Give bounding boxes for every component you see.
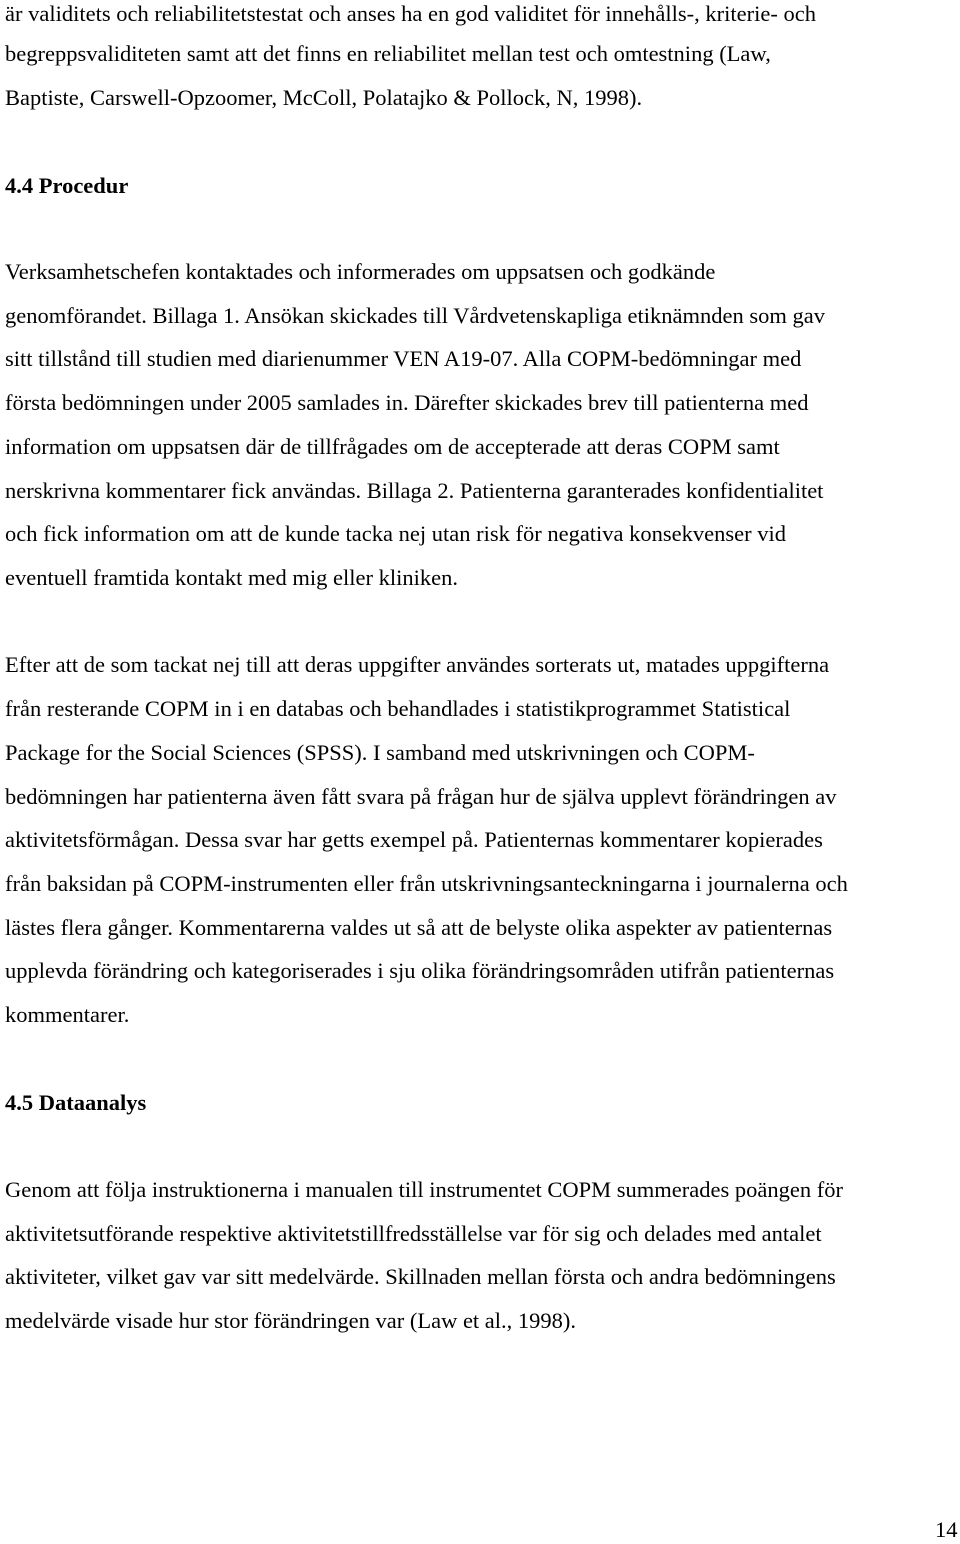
text-line: är validitets och reliabilitetstestat och anses ha en god validitet för innehålls-, kriterie- och [5,1,816,26]
text-line: Verksamhetschefen kontaktades och informerades om uppsatsen och godkände [5,259,716,284]
text-line: aktivitetsutförande respektive aktivitetstillfredsställelse var för sig och delades med antalet [5,1221,822,1246]
text-line: sitt tillstånd till studien med diarienummer VEN A19-07. Alla COPM-bedömningar med [5,346,802,371]
text-line: första bedömningen under 2005 samlades in. Därefter skickades brev till patienterna med [5,390,809,415]
text-line: lästes flera gånger. Kommentarerna valdes ut så att de belyste olika aspekter av patienternas [5,915,833,940]
text-line: genomförandet. Billaga 1. Ansökan skickades till Vårdvetenskapliga etiknämnden som gav [5,303,826,328]
text-line: Baptiste, Carswell-Opzoomer, McColl, Polatajko & Pollock, N, 1998). [5,85,643,110]
text-line: aktiviteter, vilket gav var sitt medelvärde. Skillnaden mellan första och andra bedömningens [5,1264,836,1289]
page-number: 14 [935,1517,958,1542]
text-line: Genom att följa instruktionerna i manualen till instrumentet COPM summerades poängen för [5,1177,843,1202]
text-line: upplevda förändring och kategoriserades i sju olika förändringsområden utifrån patienternas [5,958,835,983]
text-line: från resterande COPM in i en databas och behandlades i statistikprogrammet Statistical [5,696,791,721]
text-line: och fick information om att de kunde tacka nej utan risk för negativa konsekvenser vid [5,521,787,546]
text-line: begreppsvaliditeten samt att det finns en reliabilitet mellan test och omtestning (Law, [5,41,771,66]
text-line: från baksidan på COPM-instrumenten eller från utskrivningsanteckningarna i journalerna och [5,871,848,896]
text-line: bedömningen har patienterna även fått svara på frågan hur de själva upplevt förändringen av [5,784,837,809]
section-heading-procedur: 4.4 Procedur [5,173,129,198]
text-line: medelvärde visade hur stor förändringen var (Law et al., 1998). [5,1308,577,1333]
text-line: eventuell framtida kontakt med mig eller kliniken. [5,565,458,590]
text-line: nerskrivna kommentarer fick användas. Billaga 2. Patienterna garanterades konfidentialitet [5,478,824,503]
text-line: information om uppsatsen där de tillfrågades om de accepterade att deras COPM samt [5,434,780,459]
text-line: Efter att de som tackat nej till att deras uppgifter användes sorterats ut, matades uppgifterna [5,652,830,677]
section-heading-dataanalys: 4.5 Dataanalys [5,1090,147,1115]
text-line: aktivitetsförmågan. Dessa svar har getts exempel på. Patienternas kommentarer kopierades [5,827,823,852]
text-line: Package for the Social Sciences (SPSS). I samband med utskrivningen och COPM- [5,740,755,765]
text-line: kommentarer. [5,1002,130,1027]
